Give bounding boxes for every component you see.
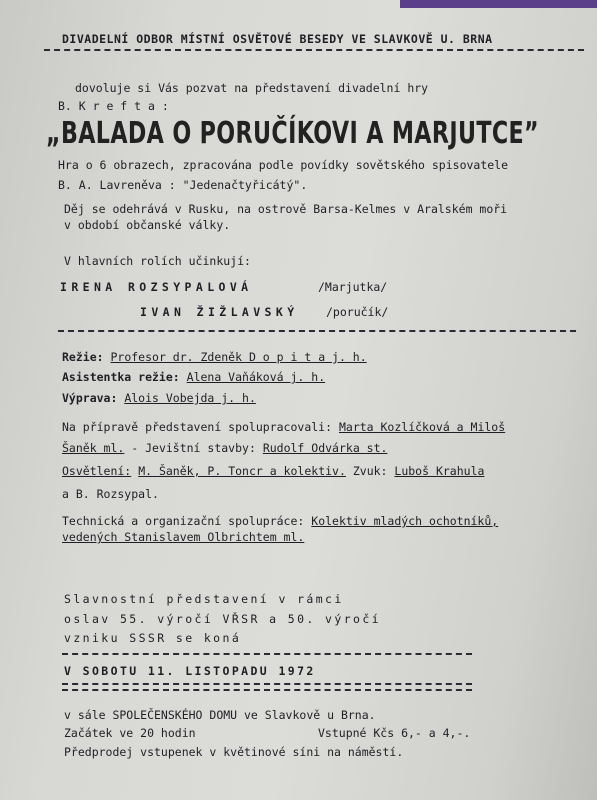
setting-line-1: Děj se odehrává v Rusku, na ostrově Barsa-Kelmes v Aralském moři: [64, 202, 508, 216]
gala-line-2: oslav 55. výročí VŘSR a 50. výročí: [64, 612, 382, 626]
collaborators-names-1: Marta Kozlíčková a Miloš: [338, 420, 506, 434]
collaborators-names-2: Šaněk ml.: [62, 441, 125, 455]
purple-edge-strip: [400, 0, 597, 8]
actress-role: /Marjutka/: [318, 280, 388, 294]
technical-name-2: vedených Stanislavem Olbrichtem ml.: [62, 530, 305, 544]
design-name: Alois Vobejda j. h.: [124, 391, 256, 405]
admission-price: Vstupné Kčs 6,- a 4,-.: [318, 726, 471, 740]
sound-name-2: a B. Rozsypal.: [62, 487, 159, 501]
stage-builder-label: - Jevištní stavby:: [131, 441, 256, 455]
divider-date-bottom-2: [62, 689, 472, 691]
play-description-1: Hra o 6 obrazech, zpracována podle povídky sovětského spisovatele: [58, 158, 509, 172]
stage-builder-name: Rudolf Odvárka st.: [262, 441, 388, 455]
invitation-text: dovoluje si Vás pozvat na představení divadelní hry: [75, 81, 429, 95]
divider-date-top: [62, 653, 472, 655]
director-label: Režie:: [62, 350, 104, 364]
author-name: B. K r e f t a :: [58, 99, 169, 113]
venue-line: v sále SPOLEČENSKÉHO DOMU ve Slavkově u Brna.: [64, 708, 376, 722]
sound-label: Zvuk:: [352, 464, 388, 478]
divider-date-bottom-1: [62, 683, 472, 685]
performance-date: V SOBOTU 11. LISTOPADU 1972: [64, 664, 316, 678]
start-time: Začátek ve 20 hodin: [64, 726, 196, 740]
gala-line-1: Slavnostní představení v rámci: [64, 592, 344, 606]
technical-label: Technická a organizační spolupráce:: [62, 514, 305, 528]
actress-name: IRENA ROZSYPALOVÁ: [60, 280, 253, 294]
director-name: Profesor dr. Zdeněk D o p i t a j. h.: [110, 350, 367, 364]
collaborators-label: Na přípravě představení spolupracovali:: [62, 420, 333, 434]
setting-line-2: v období občanské války.: [64, 218, 231, 232]
play-title: „BALADA O PORUČÍKOVI A MARJUTCE”: [46, 116, 540, 151]
design-label: Výprava:: [62, 391, 118, 405]
lighting-label: Osvětlení:: [62, 464, 132, 478]
lighting-names: M. Šaněk, P. Toncr a kolektiv.: [138, 464, 346, 478]
assistant-director-name: Alena Vaňáková j. h.: [186, 370, 326, 384]
gala-line-3: vzniku SSSR se koná: [64, 631, 242, 645]
sound-name-1: Luboš Krahula: [394, 464, 485, 478]
actor-name: IVAN ŽIŽLAVSKÝ: [140, 305, 299, 319]
organizer-header: DIVADELNÍ ODBOR MÍSTNÍ OSVĚTOVÉ BESEDY VE SLAVKOVĚ U. BRNA: [62, 32, 493, 46]
divider-cast: [58, 330, 576, 332]
actor-role: /poručík/: [326, 305, 389, 319]
cast-heading: V hlavních rolích učinkují:: [64, 254, 251, 268]
divider-top: [44, 49, 584, 51]
presale-info: Předprodej vstupenek v květinové síni na náměstí.: [64, 745, 404, 759]
play-description-2: B. A. Lavreněva : "Jedenačtyřicátý".: [58, 178, 308, 192]
technical-name-1: Kolektiv mladých ochotníků,: [311, 514, 499, 528]
assistant-director-label: Asistentka režie:: [62, 370, 180, 384]
